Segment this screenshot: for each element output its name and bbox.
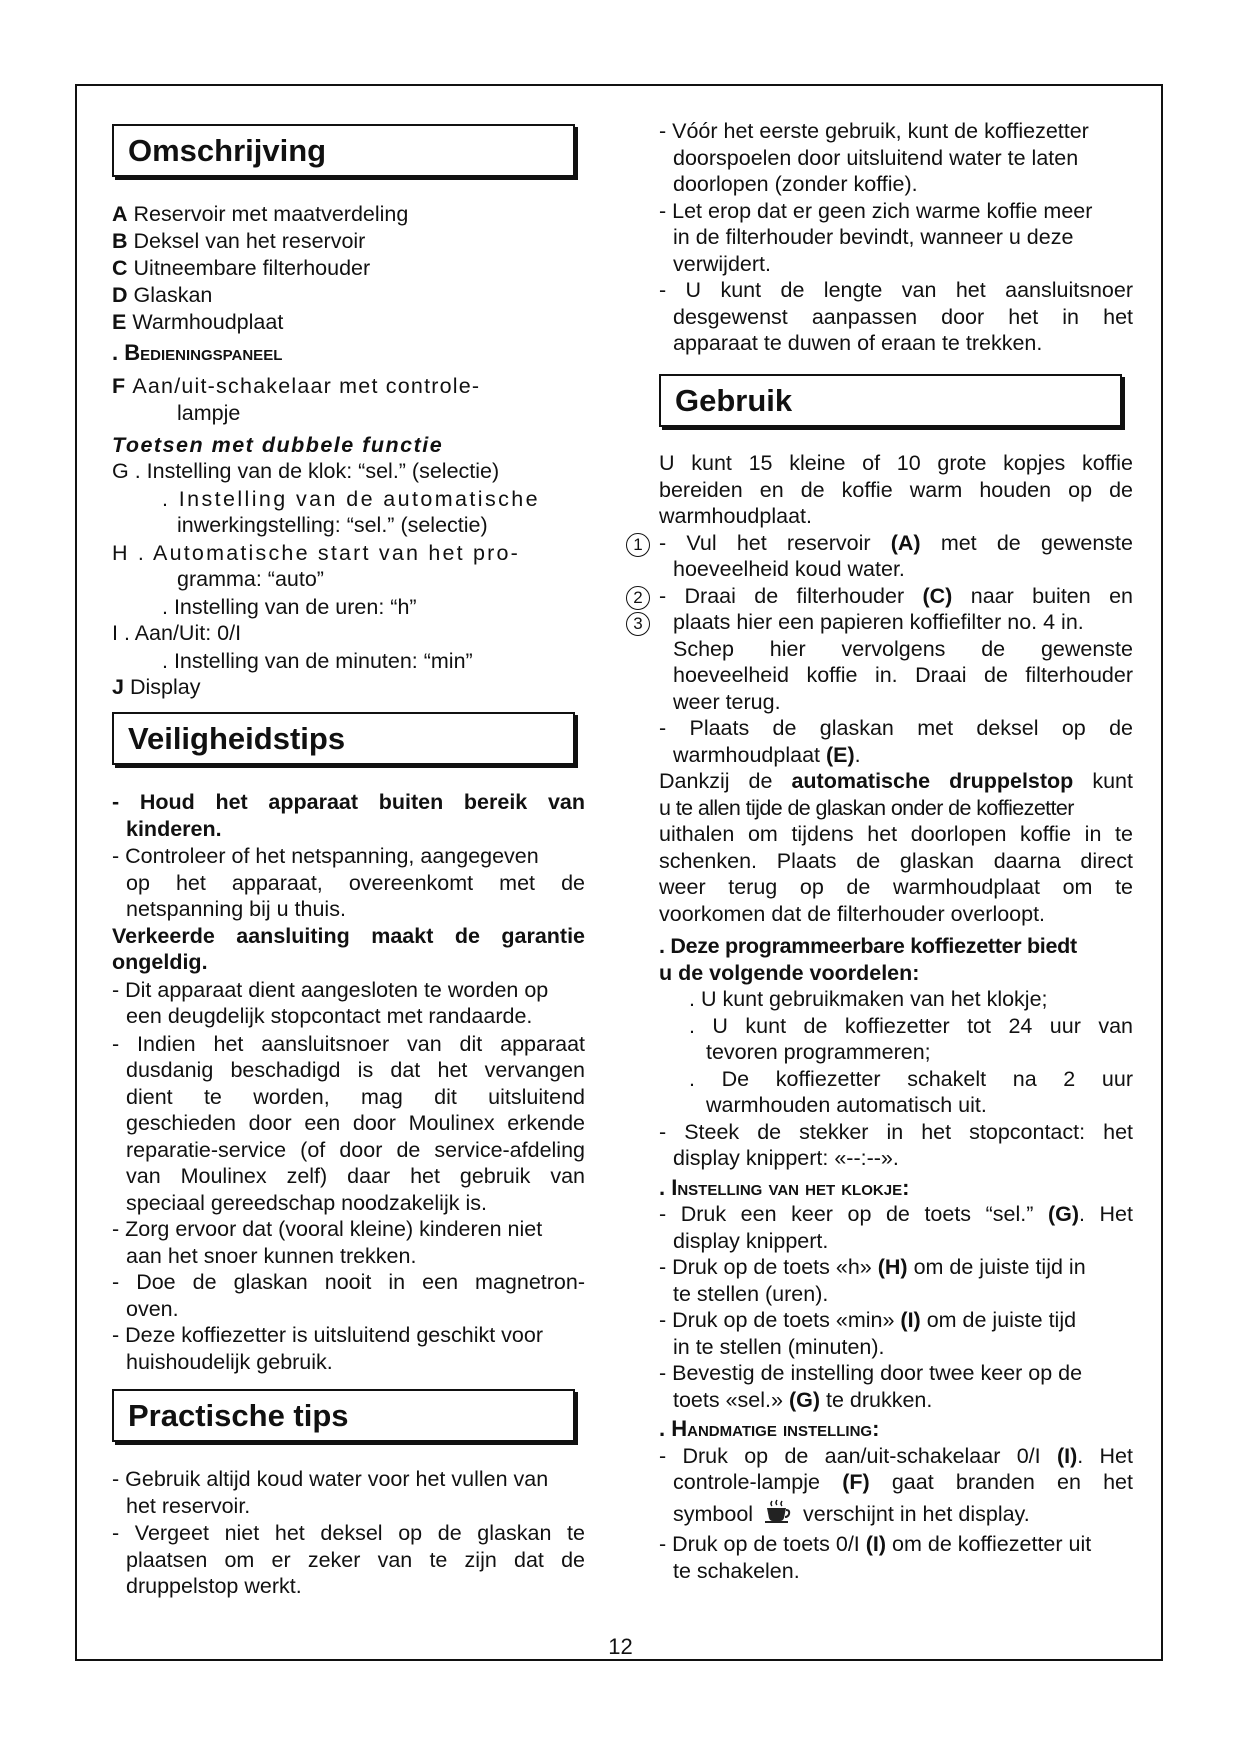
step-marker-1: 1 (626, 533, 650, 557)
clock-setting-heading: . Instelling van het klokje: (659, 1174, 910, 1200)
step-2: 2 3 - Draai de filterhouder (C) naar buiten en plaats hier een papieren koffiefilter no. 4 in. Schep hier vervolgens de gewenste hoeveelheid koffie in. Draai de filterhouder weer terug. (659, 583, 1133, 716)
step-marker-3: 3 (626, 612, 650, 636)
dual-function-list: G . Instelling van de klok: “sel.” (selectie) . Instelling van de automatische inwerkingstelling: “sel.” (selectie) H . Automatische start van het pro- gramma: “auto” . Instelling van de uren: “h” I . Aan/Uit: 0/I . Instelling van de minuten: “min” J Display (112, 459, 540, 699)
item-f: F Aan/uit-schakelaar met controle- lampje (112, 374, 481, 425)
omschrijving-heading: Omschrijving (112, 124, 575, 177)
part-b: B Deksel van het reservoir (112, 228, 366, 253)
safety-tips: - Houd het apparaat buiten bereik van kinderen. - Controleer of het netspanning, aangegeven op het apparaat, overeenkomt met de netspanning bij u thuis. Verkeerde aansluiting maakt de garantie ongeldig. - Dit apparaat dient aangesloten te worden op een deugdelijk stopcontact met randaarde. - Indien het aansluitsnoer van dit apparaat dusdanig beschadigd is dat het vervangen dient te worden, mag dit uitsluitend geschieden door een door Moulinex erkende reparatie-service (of door de service-afdeling van Moulinex zelf) daar het gebruik van speciaal gereedschap noodzakelijk is. - Zorg ervoor dat (vooral kleine) kinderen niet aan het snoer kunnen trekken. - Doe de glaskan nooit in een magnetron- oven. - Deze koffiezetter is uitsluitend geschikt voor huishoudelijk gebruik. (112, 790, 585, 1374)
gebruik-text: U kunt 15 kleine of 10 grote kopjes koffie bereiden en de koffie warm houden op de warmhoudplaat. 1 - Vul het reservoir (A) met de gewenste hoeveelheid koud water. 2 3 - Draai de filterhouder (C) naar buiten en plaats hier een papieren koffiefilter no. 4 in. Schep hier vervolgens de gewenste hoeveelheid koffie in. Draai de filterhouder weer terug. - Plaats de glaskan met deksel op de warmhoudplaat (E). Dankzij de automatische druppelstop kunt u te allen tijde de glaskan onder de koffiezetter uithalen om tijdens het doorlopen koffie in te schenken. Plaats de glaskan daarna direct weer terug op de warmhoudplaat om te voorkomen dat de filterhouder overloopt. . Deze programmeerbare koffiezetter biedt u de volgende voordelen: . U kunt gebruikmaken van het klokje; . U kunt de koffiezetter tot 24 uur van tevoren programmeren; . De koffiezetter schakelt na 2 uur warmhouden automatisch uit. - Steek de stekker in het stopcontact: het display knippert: «--:--». . Instelling van het klokje: - Druk een keer op de toets “sel.” (G). Het display knippert. - Druk op de toets «h» (H) om de juiste tijd in te stellen (uren). - Druk op de toets «min» (I) om de juiste tijd in te stellen (minuten). - Bevestig de instelling door twee keer op de toets «sel.» (G) te drukken. . Handmatige instelling: - Druk op de aan/uit-schakelaar 0/I (I). Het controle-lampje (F) gaat branden en het symbool verschijnt in het display. - Druk op de toets 0/I (I) om de koffiezetter uit te schakelen. (659, 450, 1133, 1584)
part-a: A Reservoir met maatverdeling (112, 202, 409, 226)
step-3: - Plaats de glaskan met deksel op de warmhoudplaat (E). (659, 716, 1133, 767)
coffee-cup-icon (763, 1499, 791, 1532)
practical-tips: - Gebruik altijd koud water voor het vullen van het reservoir. - Vergeet niet het deksel op de glaskan te plaatsen om er zeker van te zijn dat de druppelstop werkt. (112, 1467, 585, 1598)
step-1: 1 - Vul het reservoir (A) met de gewenste hoeveelheid koud water. (659, 530, 1133, 583)
parts-list (112, 201, 585, 336)
intro-notes: - Vóór het eerste gebruik, kunt de koffiezetter doorspoelen door uitsluitend water te laten doorlopen (zonder koffie). - Let erop dat er geen zich warme koffie meer in de filterhouder bevindt, wanneer u deze verwijdert. - U kunt de lengte van het aansluitsnoer desgewenst aanpassen door het in het apparaat te duwen of eraan te trekken. (659, 119, 1133, 355)
veiligheid-heading: Veiligheidstips (112, 712, 575, 765)
part-d: D Glaskan (112, 282, 213, 307)
step-marker-2: 2 (626, 586, 650, 610)
practisch-heading: Practische tips (112, 1389, 575, 1442)
dual-function-heading: Toetsen met dubbele functie (112, 433, 444, 457)
page-number: 12 (608, 1634, 633, 1659)
part-c: C Uitneembare filterhouder (112, 256, 371, 280)
part-e: E Warmhoudplaat (112, 310, 284, 334)
manual-setting-heading: . Handmatige instelling: (659, 1416, 880, 1441)
gebruik-heading: Gebruik (659, 374, 1122, 427)
clock-steps: - Druk een keer op de toets “sel.” (G). Het display knippert. - Druk op de toets «h» (H) om de juiste tijd in te stellen (uren). - Druk op de toets «min» (I) om de juiste tijd in te stellen (minuten). - Bevestig de instelling door twee keer op de toets «sel.» (G) te drukken. (659, 1202, 1133, 1412)
manual-steps: - Druk op de aan/uit-schakelaar 0/I (I). Het controle-lampje (F) gaat branden en het symbool verschijnt in het display. - Druk op de toets 0/I (I) om de koffiezetter uit te schakelen. (659, 1443, 1133, 1583)
panel-label: . Bedieningspaneel (112, 340, 283, 365)
drip-stop-paragraph: Dankzij de automatische druppelstop kunt u te allen tijde de glaskan onder de koffiezetter uithalen om tijdens het doorlopen koffie in te schenken. Plaats de glaskan daarna direct weer terug op de warmhoudplaat om te voorkomen dat de filterhouder overloopt. (659, 769, 1133, 926)
advantages: . Deze programmeerbare koffiezetter biedt u de volgende voordelen: . U kunt gebruikmaken van het klokje; . U kunt de koffiezetter tot 24 uur van tevoren programmeren; . De koffiezetter schakelt na 2 uur warmhouden automatisch uit. - Steek de stekker in het stopcontact: het display knippert: «--:--». (659, 934, 1133, 1170)
